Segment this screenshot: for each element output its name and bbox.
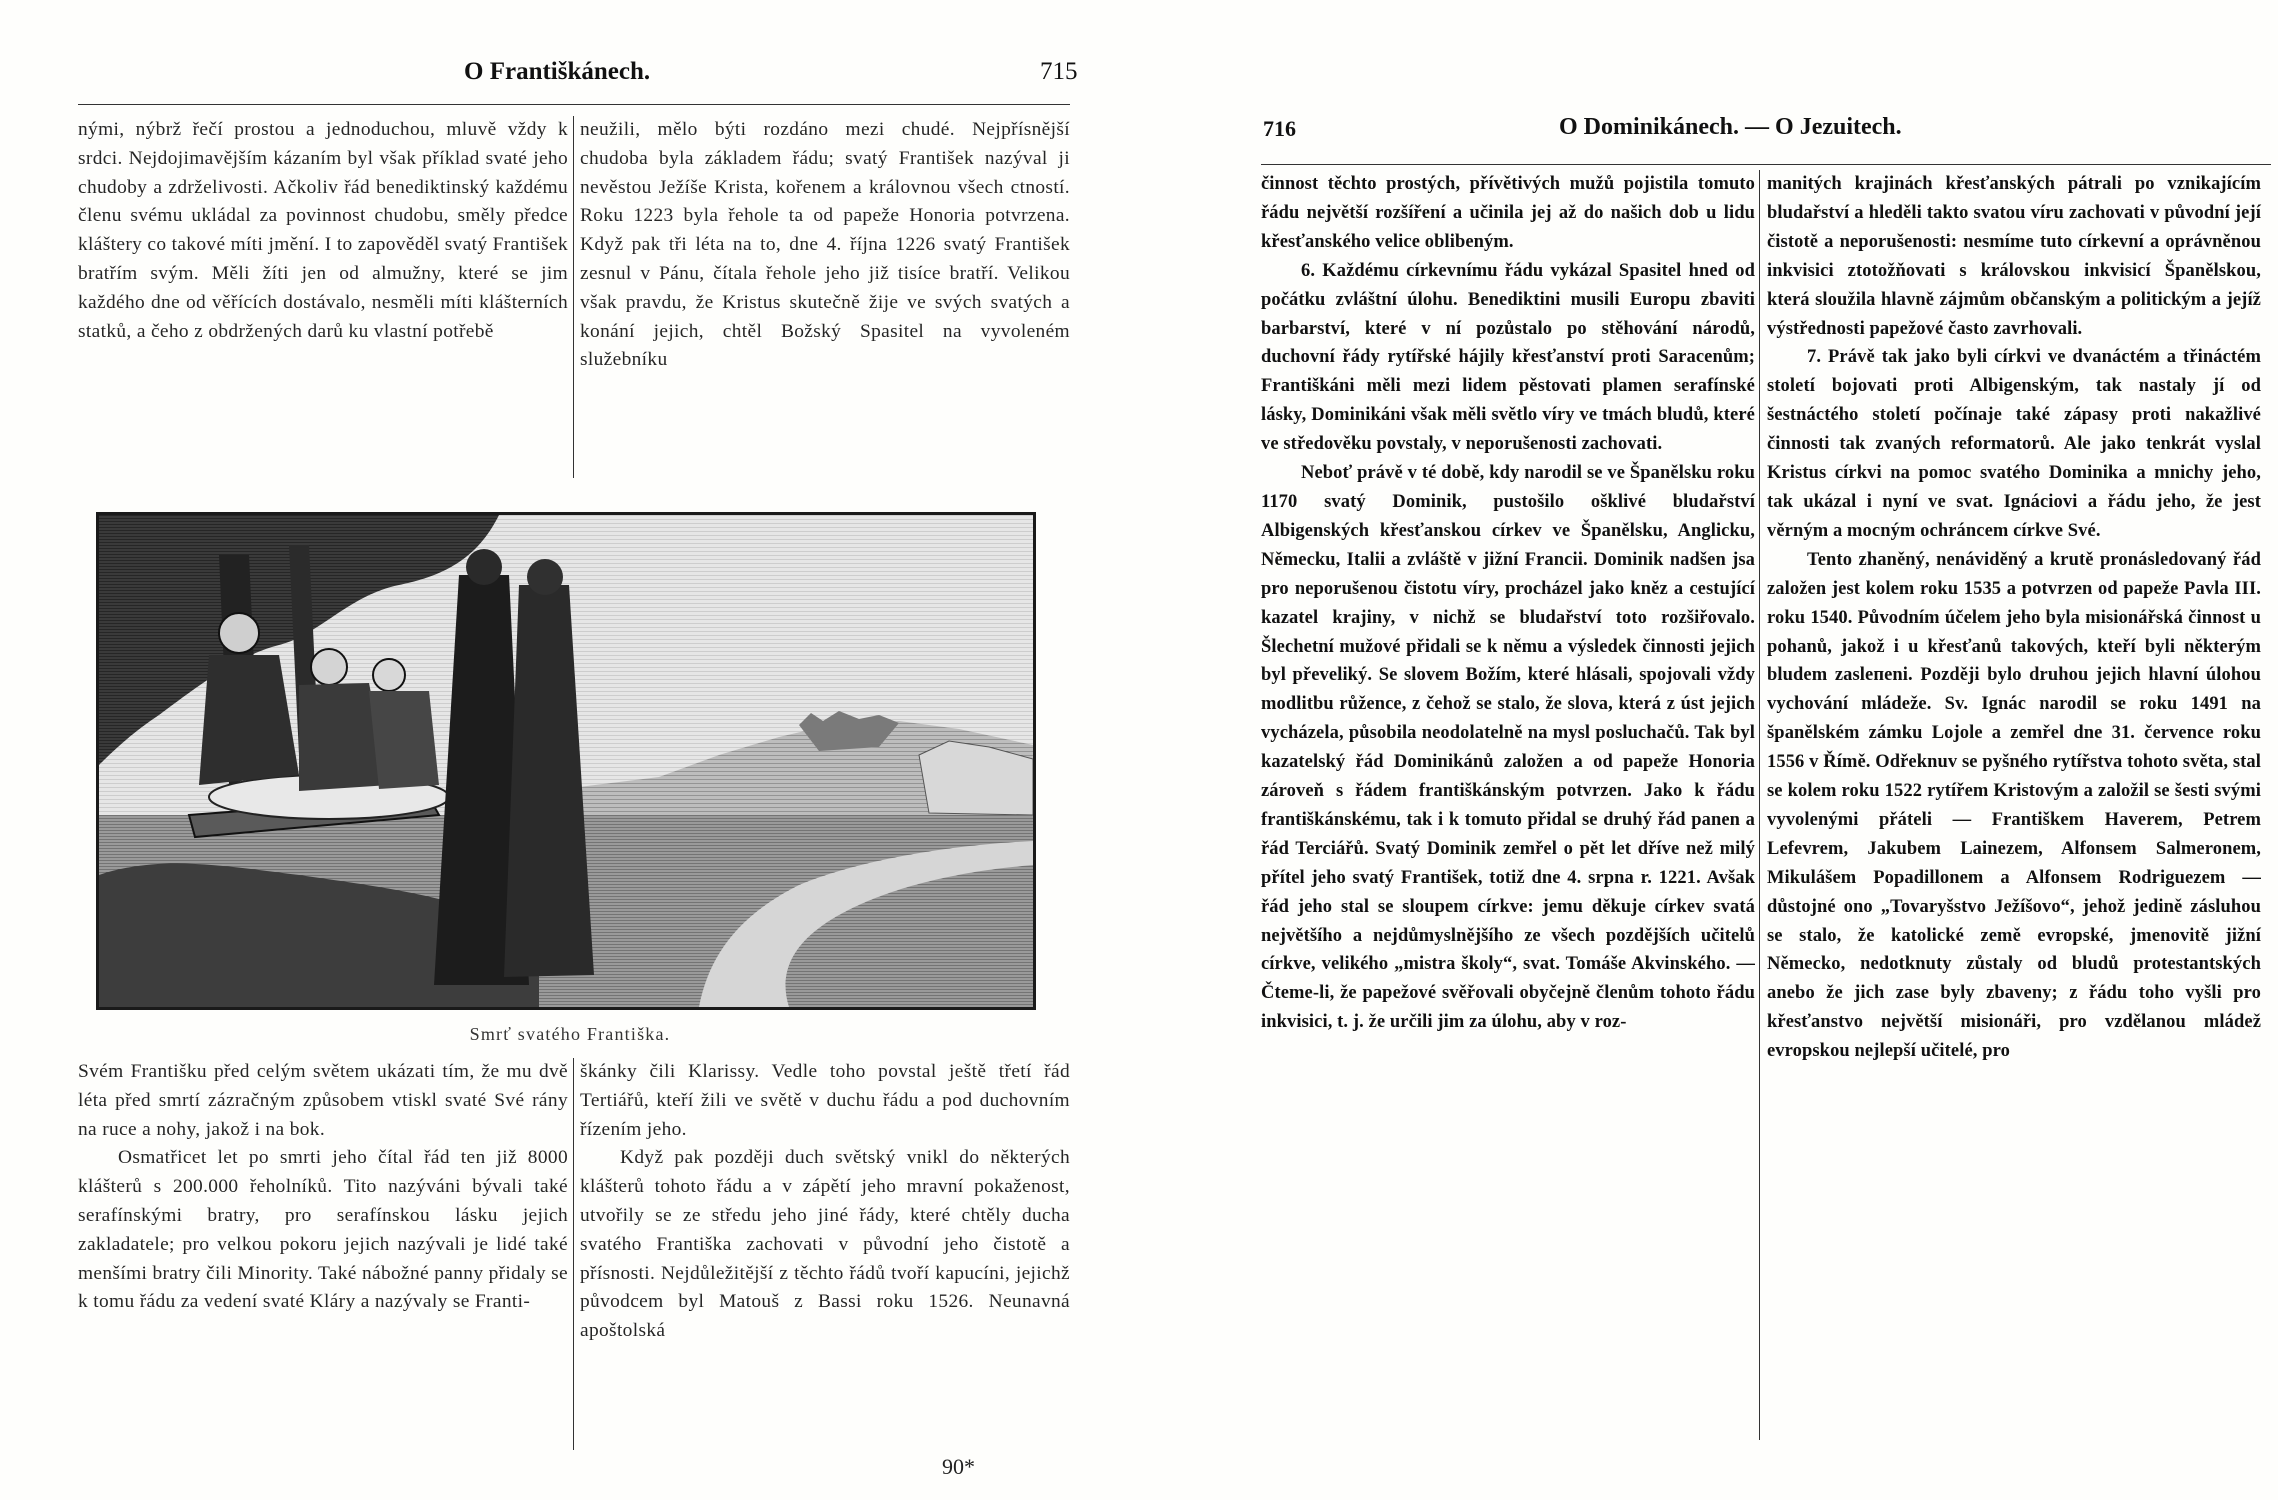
left-column-3 xyxy=(78,1058,568,1317)
right-page-number: 716 xyxy=(1263,116,1296,141)
monk-head xyxy=(219,613,259,653)
right-column-1 xyxy=(1261,170,1755,1037)
right-column-2 xyxy=(1767,170,2261,1066)
paragraph: Osmatřicet let po smrti jeho čítal řád ten již 8000 klášterů s 200.000 řeholníků. Tito nazýváni bývali také serafínskými bratry, pro serafínskou lásku jejich zakladatele; pro velkou pokoru jejich nazývali je lidé také menšími bratry čili Minority. Také nábožné panny přidaly se k tomu řádu za vedení svaté Kláry a nazývaly se Franti- xyxy=(78,1147,568,1313)
left-column-divider-bottom xyxy=(573,1058,574,1450)
paragraph: Když pak později duch světský vnikl do některých klášterů tohoto řádu a v zápětí jeho mravní pokaženost, utvořily se ze středu jeho jiné řády, které chtěly ducha svatého Františka zachovati v původní jeho čistotě a přísnosti. Nejdůležitější z těchto řádů tvoří kapucíni, jejichž původcem byl Matouš z Bassi roku 1526. Neunavná apoštolská xyxy=(580,1147,1070,1342)
left-header-rule xyxy=(78,104,1070,105)
paragraph: manitých krajinách křesťanských pátrali po vznikajícím bludařství a hleděli takto svatou víru zachovati v původní její čistotě a neporušenosti: nesmíme tuto církevní a oprávněnou inkvisici ztotožňovati s královskou inkvisicí Španělskou, která sloužila hlavně zájmům občanským a politickým a jejíž výstřednosti papežové často zavrhovali. xyxy=(1767,174,2261,339)
left-column-1 xyxy=(78,116,568,346)
illustration-caption: Smrť svatého Františka. xyxy=(469,1024,671,1044)
right-page xyxy=(1139,0,2278,1500)
illustration xyxy=(96,512,1036,1010)
paragraph: škánky čili Klarissy. Vedle toho povstal ještě třetí řád Tertiářů, kteří žili ve světě v duchu řádu a pod duchovním řízením jeho. xyxy=(580,1061,1070,1140)
paragraph: nými, nýbrž řečí prostou a jednoduchou, mluvě vždy k srdci. Nejdojimavějším kázaním byl však příklad svaté jeho chudoby a zdrželivosti. Ačkoliv řád benediktinský každému členu svému ukládal za povinnost chudobu, směly předce kláštery co takové míti jmění. I to zapověděl svatý František bratřím svým. Měli žíti jen od almužny, které se jim každého dne od věřících dostávalo, nesměli míti klášterních statků, a čeho z obdržených darů ku vlastní potřebě xyxy=(78,119,568,342)
friar-head-2 xyxy=(311,649,347,685)
kneeling-friar-3 xyxy=(369,691,439,789)
left-page-title: O Františkánech. xyxy=(464,58,651,85)
left-column-2 xyxy=(580,116,1070,375)
paragraph: Neboť právě v té době, kdy narodil se ve Španělsku roku 1170 svatý Dominik, pustošilo ošklivé bludařství Albigenských křesťanskou církev ve Španělsku, Anglicku, Německu, Italii a zvláště v jižní Francii. Dominik nadšen jsa pro neporušenou čistotu víry, procházel jako kněz a cestující kazatel krajiny, v nichž se bludařství toto rozšiřovalo. Šlechetní mužové přidali se k němu a výsledek činnosti jejich byl převeliký. Se slovem Božím, které hlásali, spojovali vždy modlitbu růžence, z čehož se stalo, že slova, která z úst jejich vycházela, působila neodolatelně na mysl posluchačů. Tak byl kazatelský řád Dominikánů založen a od papeže Honoria zároveň s řádem františkánským potvrzen. Jako k řádu františkánskému, tak i k tomuto přidal se druhý řád panen a řád Terciářů. Svatý Dominik zemřel o pět let dříve než milý přítel jeho svatý František, totiž dne 4. srpna r. 1221. Avšak řád jeho stal se sloupem církve: jemu děkuje církev svatá největšího a nejdůmyslnějšího ze všech pozdějších učitelů církve, velikého „mistra školy“, svat. Tomáše Akvinského. — Čteme-li, že papežové svěřovali obyčejně členům tohoto řádu inkvisici, t. j. že určili jim za úlohu, aby v roz- xyxy=(1261,463,1755,1033)
paragraph: 6. Každému církevnímu řádu vykázal Spasitel hned od počátku zvláštní úlohu. Benediktini musili Europu zbaviti barbarství, které v ní pozůstalo po stěhování národů, duchovní řády rytířské hájily křesťanství proti Saracenům; Františkáni měli mezi lidem pěstovati plamen serafínské lásky, Dominikáni však měli světlo víry ve tmách bludů, které ve středověku povstaly, v neporušenosti zachovati. xyxy=(1261,260,1755,455)
paragraph: 7. Právě tak jako byli církvi ve dvanáctém a třináctém století bojovati proti Albigenským, tak nastaly jí od šestnáctého století počínaje také zápasy proti nakažlivé činnosti tak zvaných reformatorů. Ale jako tenkrát vyslal Kristus církvi na pomoc svatého Dominika a mnichy jeho, tak ukázal i nyní ve svat. Ignáciovi a řádu jeho, že jest věrným a mocným ochráncem církve Své. xyxy=(1767,347,2261,541)
right-page-title: O Dominikánech. — O Jezuitech. xyxy=(1559,114,1902,140)
paragraph: činnost těchto prostých, přívětivých mužů pojistila tomuto řádu největší rozšíření a učinila jej až do našich dob u lidu křesťanského velice oblibeným. xyxy=(1261,174,1755,252)
paragraph: Svém Františku před celým světem ukázati tím, že mu dvě léta před smrtí zázračným způsobem vtiskl svaté Své rány na ruce a nohy, jakož i na bok. xyxy=(78,1061,568,1140)
right-header-rule xyxy=(1261,164,2271,165)
right-column-divider xyxy=(1759,170,1760,1440)
paragraph: Tento zhaněný, nenáviděný a krutě pronásledovaný řád založen jest kolem roku 1535 a potvrzen od papeže Pavla III. roku 1540. Původním účelem jeho byla misionářská činnost u pohanů, jakož i u křesťanů takových, kteří byli některým bludem zasleпeni. Později bylo druhou jejich hlavní úlohou vychování mládeže. Sv. Ignác narodil se roku 1491 na španělském zámku Lojole a zemřel dne 31. července roku 1556 v Římě. Odřeknuv se pyšného rytířstva tohoto světa, stal se kolem roku 1522 rytířem Kristovým a založil se šesti svými vyvolenými přáteli — Františkem Haverem, Petrem Lefevrem, Jakubem Lainezem, Alfonsem Salmeronem, Mikulášem Popadillonem a Alfonsem Rodriguezem — důstojné ono „Tovaryšstvo Ježíšovo“, jehož jedině zásluhou se stalo, že katolické země evropské, jmenovitě jižní Německo, nedotknuty zůstaly od bludů protestantských anebo že jich zase byly zbaveny; z řádu toho vyšli pro křesťanstvo největší misionáři, pro vzdělanou mládež evropskou nejlepší učitelé, pro xyxy=(1767,549,2261,1062)
left-column-divider-top xyxy=(573,116,574,478)
illustration-engraving xyxy=(99,515,1033,1007)
left-page-number: 715 xyxy=(1040,58,1078,85)
paragraph: neužili, mělo býti rozdáno mezi chudé. Nejpřísnější chudoba byla základem řádu; svatý František nazýval ji nevěstou Ježíše Krista, kořenem a královnou všech ctností. Roku 1223 byla řehole ta od papeže Honoria potvrzena. Když pak tři léta na to, dne 4. října 1226 svatý František zesnul v Pánu, čítala řehole jeho již tisíce bratří. Velikou však pravdu, že Kristus skutečně žije ve svých svatých a konání jejich, chtěl Božský Spasitel na vyvoleném služebníku xyxy=(580,119,1070,371)
friar-head-3 xyxy=(373,659,405,691)
left-column-4 xyxy=(580,1058,1070,1346)
standing-friar-2-head xyxy=(527,559,563,595)
standing-friar-1-head xyxy=(466,549,502,585)
signature-mark: 90* xyxy=(942,1454,975,1479)
